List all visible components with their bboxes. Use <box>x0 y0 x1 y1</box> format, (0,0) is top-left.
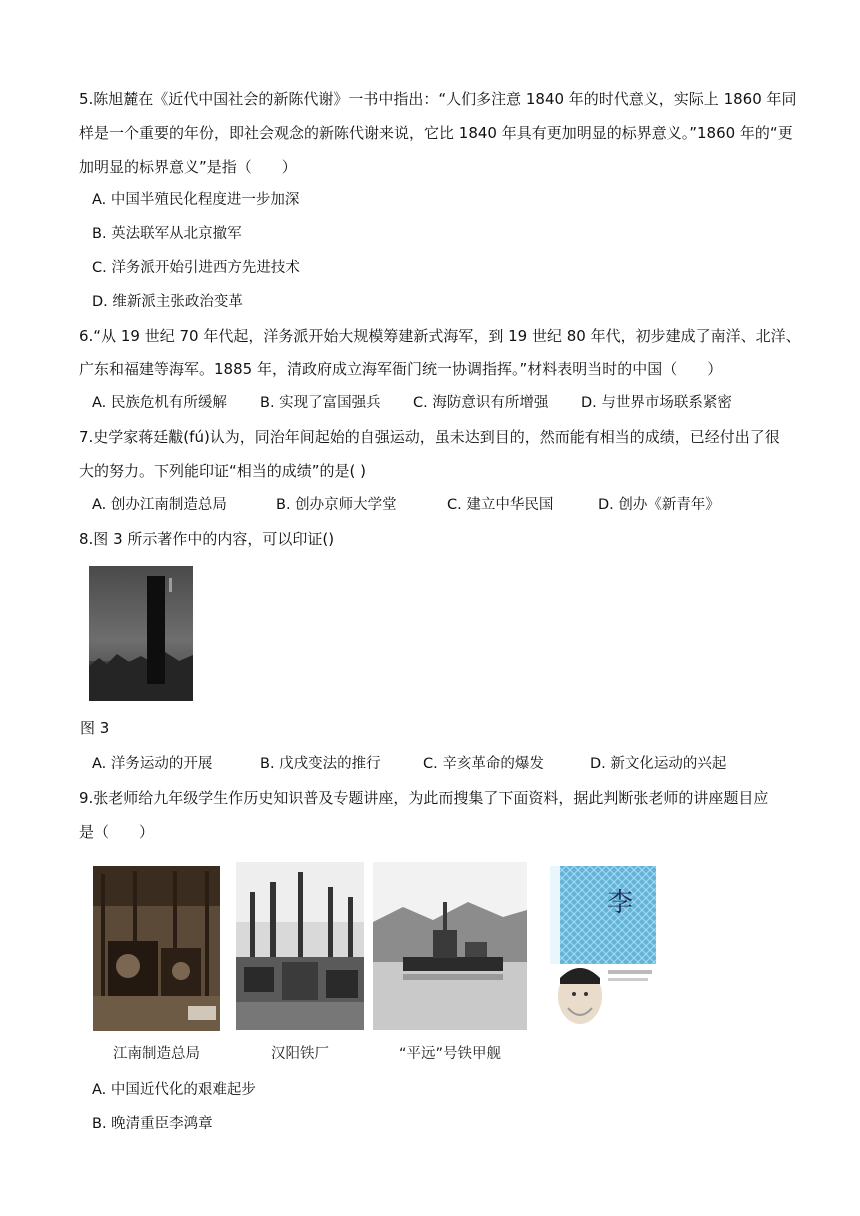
q8-option-d: D. 新文化运动的兴起 <box>590 756 727 772</box>
ironworks-graphic <box>236 862 364 1030</box>
q6-option-d: D. 与世界市场联系紧密 <box>581 395 732 411</box>
book-cover-image <box>89 566 193 701</box>
figure-3-label: 图 3 <box>80 719 110 737</box>
q5-option-c: C. 洋务派开始引进西方先进技术 <box>92 260 300 276</box>
q9-option-a: A. 中国近代化的艰难起步 <box>92 1082 256 1098</box>
factory-interior-graphic <box>93 866 220 1031</box>
ironclad-ship-graphic <box>373 862 527 1030</box>
q6-stem-line1: 6.“从 19 世纪 70 年代起，洋务派开始大规模筹建新式海军，到 19 世纪 80 年代，初步建成了南洋、北洋、 <box>79 327 801 345</box>
q6-stem-line2: 广东和福建等海军。1885 年，清政府成立海军衙门统一协调指挥。”材料表明当时的中国（ ） <box>79 360 723 378</box>
q6-option-a: A. 民族危机有所缓解 <box>92 395 227 411</box>
q9-option-b: B. 晚清重臣李鸿章 <box>92 1116 213 1132</box>
jiangnan-arsenal-photo <box>93 866 220 1031</box>
q8-option-b: B. 戊戌变法的推行 <box>260 756 381 772</box>
q7-stem-line1: 7.史学家蒋廷黻(fú)认为，同治年间起始的自强运动，虽未达到目的，然而能有相当的成绩，已经付出了很 <box>79 428 780 446</box>
q7-option-c: C. 建立中华民国 <box>447 497 554 513</box>
q5-stem-line2: 样是一个重要的年份，即社会观念的新陈代谢来说，它比 1840 年具有更加明显的标界意义。”1860 年的“更 <box>79 124 793 142</box>
q7-stem-line2: 大的努力。下列能印证“相当的成绩”的是( ) <box>79 462 367 480</box>
q7-option-d: D. 创办《新青年》 <box>598 497 720 513</box>
q6-option-b: B. 实现了富国强兵 <box>260 395 381 411</box>
q5-option-d: D. 维新派主张政治变革 <box>92 294 243 310</box>
q8-option-a: A. 洋务运动的开展 <box>92 756 213 772</box>
q5-stem-line1: 5.陈旭麓在《近代中国社会的新陈代谢》一书中指出：“人们多注意 1840 年的时代意义，实际上 1860 年同 <box>79 90 797 108</box>
q7-option-b: B. 创办京师大学堂 <box>276 497 397 513</box>
image-caption-hanyang: 汉阳铁厂 <box>271 1046 329 1062</box>
image-caption-pingyuan: “平远”号铁甲舰 <box>398 1046 502 1062</box>
q5-option-a: A. 中国半殖民化程度进一步加深 <box>92 192 300 208</box>
q5-option-b: B. 英法联军从北京撤军 <box>92 226 242 242</box>
q9-stem-line2: 是（ ） <box>79 823 155 841</box>
q6-option-c: C. 海防意识有所增强 <box>413 395 549 411</box>
q7-option-a: A. 创办江南制造总局 <box>92 497 227 513</box>
li-hongzhang-book-image <box>550 866 656 1026</box>
book-cover-graphic <box>89 566 193 701</box>
q9-stem-line1: 9.张老师给九年级学生作历史知识普及专题讲座，为此而搜集了下面资料，据此判断张老师的讲座题目应 <box>79 789 769 807</box>
q8-stem-line1: 8.图 3 所示著作中的内容，可以印证() <box>79 530 335 548</box>
book-portrait-graphic <box>550 866 656 1026</box>
q8-option-c: C. 辛亥革命的爆发 <box>423 756 544 772</box>
q5-stem-line3: 加明显的标界意义”是指（ ） <box>79 158 297 176</box>
svg-text:李: 李 <box>606 888 634 918</box>
pingyuan-ironclad-photo <box>373 862 527 1030</box>
image-caption-jiangnan: 江南制造总局 <box>113 1046 200 1062</box>
hanyang-ironworks-photo <box>236 862 364 1030</box>
